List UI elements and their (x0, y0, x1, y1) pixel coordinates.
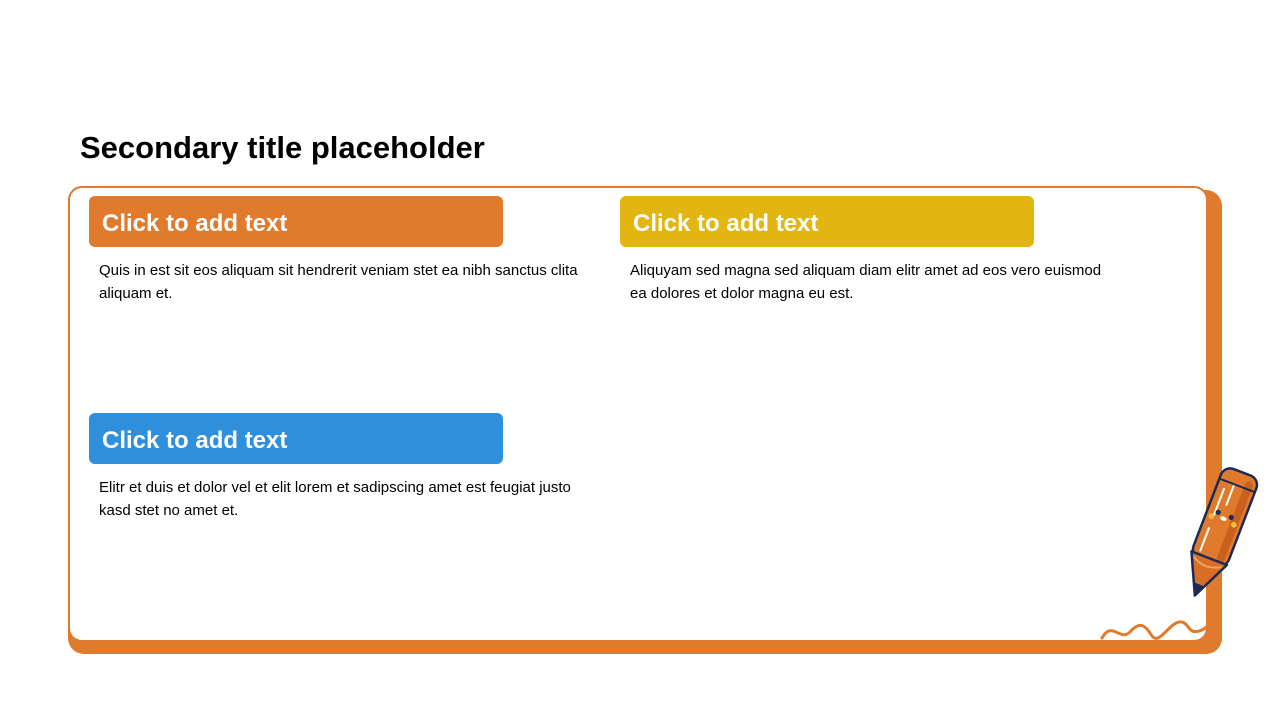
card-3-heading[interactable]: Click to add text (89, 413, 503, 464)
card-2-body[interactable]: Aliquyam sed magna sed aliquam diam elitr amet ad eos vero euismod ea dolores et dolor magna eu est. (630, 262, 1102, 302)
card-2-heading[interactable]: Click to add text (620, 196, 1034, 247)
pencil-icon (1090, 460, 1270, 650)
card-1-heading[interactable]: Click to add text (89, 196, 503, 247)
card-3-body[interactable]: Elitr et duis et dolor vel et elit lorem et sadipscing amet est feugiat justo kasd stet no amet et. (99, 479, 571, 519)
slide-title[interactable]: Secondary title placeholder (80, 130, 485, 165)
card-1-body[interactable]: Quis in est sit eos aliquam sit hendrerit veniam stet ea nibh sanctus clita aliquam et. (99, 262, 578, 302)
